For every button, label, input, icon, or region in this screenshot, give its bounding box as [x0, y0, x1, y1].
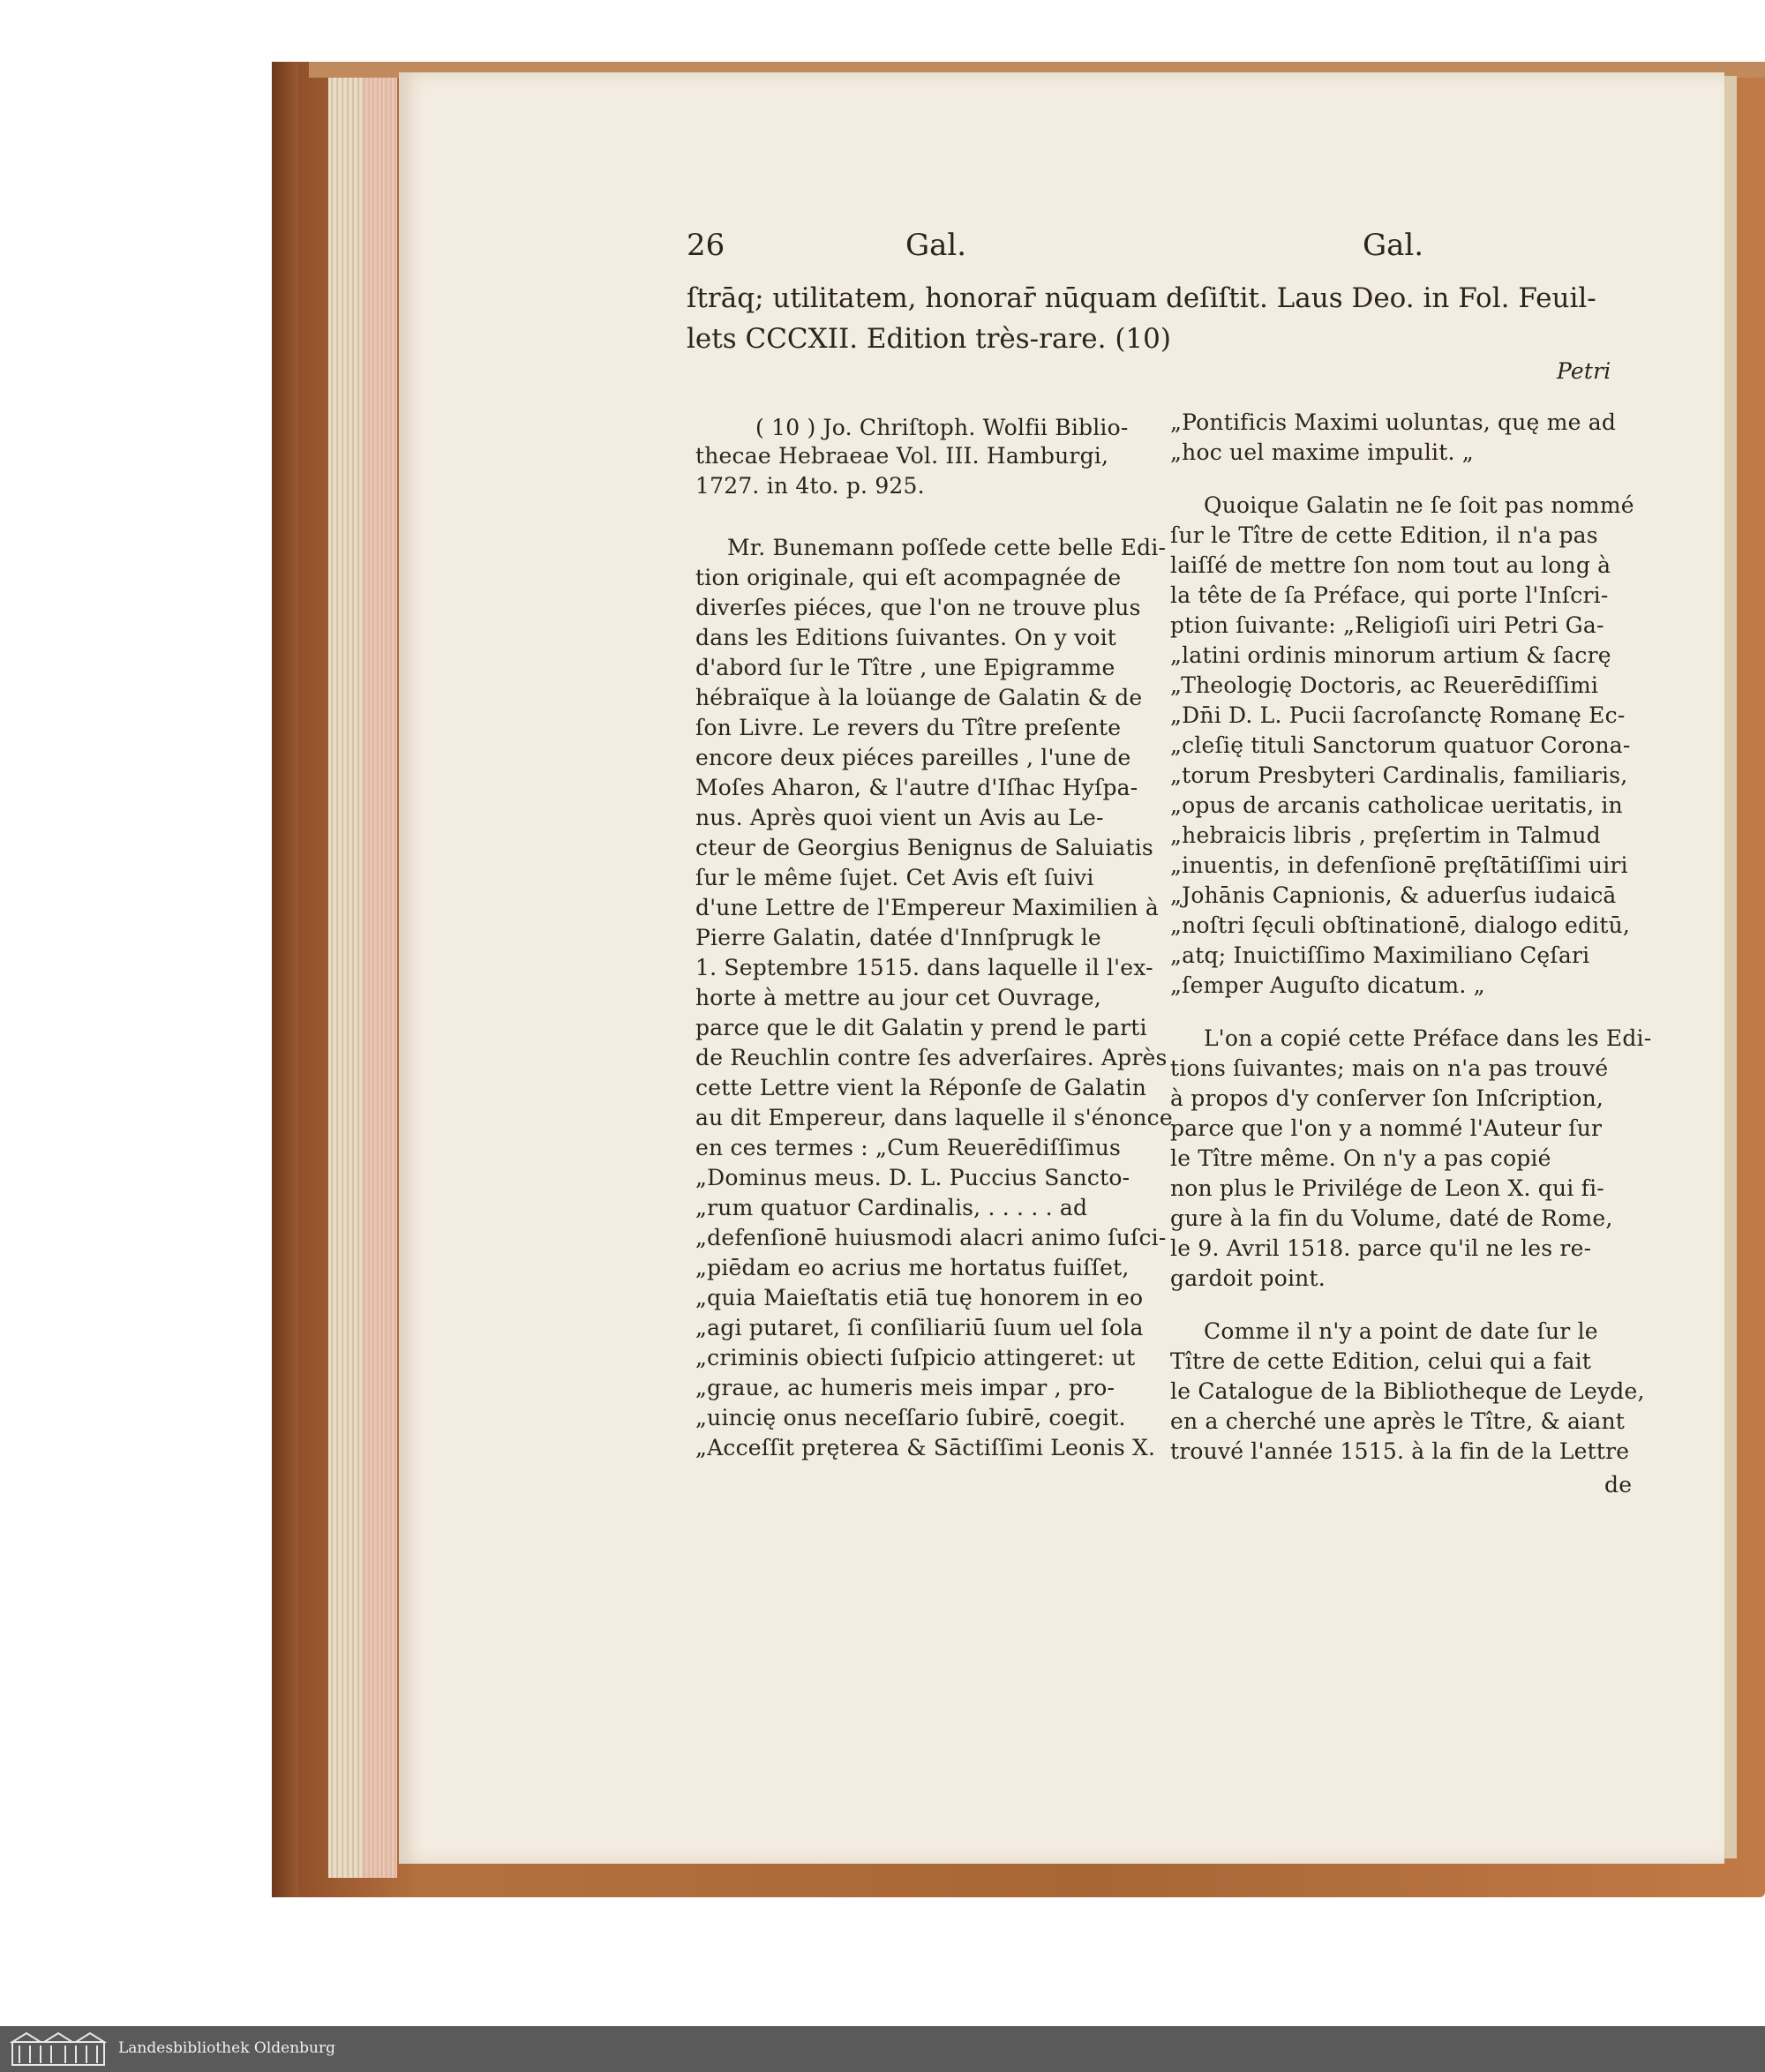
- library-name: Landesbibliothek Oldenburg: [118, 2039, 336, 2057]
- top-line-1: ſtrāq; utilitatem, honorar̄ nūquam deſiſtit. Laus Deo. in Fol. Feuil-: [687, 282, 1596, 314]
- right-running-head: Gal.: [1363, 228, 1424, 263]
- text-line: d'abord ſur le Tître , une Epigramme: [695, 655, 1115, 680]
- catchword-de: de: [1604, 1472, 1633, 1498]
- text-line: horte à mettre au jour cet Ouvrage,: [695, 985, 1101, 1010]
- text-line: Pierre Galatin, datée d'Innſprugk le: [695, 925, 1101, 950]
- text-line: „Pontificis Maximi uoluntas, quę me ad: [1170, 409, 1617, 435]
- text-line: en ces termes : „Cum Reuerēdiſſimus: [695, 1135, 1122, 1160]
- text-line: de Reuchlin contre ſes adverſaires. Après: [695, 1045, 1168, 1070]
- text-line: „hoc uel maxime impulit. „: [1170, 439, 1474, 465]
- text-line: cette Lettre vient la Réponſe de Galatin: [695, 1075, 1147, 1100]
- text-line: „hebraicis libris , pręſertim in Talmud: [1170, 822, 1601, 848]
- text-line: „Dominus meus. D. L. Puccius Sancto-: [695, 1165, 1130, 1190]
- text-line: „uincię onus neceſſario ſubirē, coegit.: [695, 1405, 1126, 1430]
- text-line: „inuentis, in defenſionē pręſtātiſſimi uiri: [1170, 852, 1628, 878]
- text-line: „quia Maieſtatis etiā tuę honorem in eo: [695, 1285, 1144, 1310]
- text-line: Mr. Bunemann poſſede cette belle Edi-: [727, 535, 1167, 560]
- text-line: non plus le Privilége de Leon X. qui fi-: [1170, 1175, 1604, 1201]
- text-line: d'une Lettre de l'Empereur Maximilien à: [695, 895, 1159, 920]
- text-line: le Catalogue de la Bibliotheque de Leyde,: [1170, 1378, 1645, 1404]
- text-line: ption ſuivante: „Religioſi uiri Petri Ga-: [1170, 612, 1604, 638]
- text-line: „noſtri ſęculi obſtinationē, dialogo editū,: [1170, 912, 1631, 938]
- library-building-icon: [9, 2030, 108, 2068]
- text-line: parce que l'on y a nommé l'Auteur ſur: [1170, 1115, 1603, 1141]
- text-line: Moſes Aharon, & l'autre d'Iſhac Hyſpa-: [695, 775, 1138, 800]
- text-line: le 9. Avril 1518. parce qu'il ne les re-: [1170, 1235, 1592, 1261]
- text-line: „Theologię Doctoris, ac Reuerēdiſſimi: [1170, 672, 1599, 698]
- text-line: Tître de cette Edition, celui qui a fait: [1170, 1348, 1592, 1374]
- footnote-line: 1727. in 4to. p. 925.: [695, 473, 925, 499]
- text-line: ſon Livre. Le revers du Tître preſente: [695, 715, 1122, 740]
- text-line: „Johānis Capnionis, & aduerſus iudaicā: [1170, 882, 1617, 908]
- text-line: „latini ordinis minorum artium & ſacrę: [1170, 642, 1611, 668]
- text-line: cteur de Georgius Benignus de Saluiatis: [695, 835, 1153, 860]
- top-line-2: lets CCCXII. Edition très-rare. (10): [687, 323, 1171, 355]
- text-line: 1. Septembre 1515. dans laquelle il l'ex-: [695, 955, 1153, 980]
- text-line: hébraïque à la loüange de Galatin & de: [695, 685, 1143, 710]
- text-line: encore deux piéces pareilles , l'une de: [695, 745, 1131, 770]
- text-line: „torum Presbyteri Cardinalis, familiaris,: [1170, 762, 1628, 788]
- text-line: dans les Editions ſuivantes. On y voit: [695, 625, 1117, 650]
- text-line: ſur le Tître de cette Edition, il n'a pas: [1170, 522, 1598, 548]
- footnote-line: ( 10 ) Jo. Chriſtoph. Wolfii Biblio-: [755, 415, 1129, 440]
- text-line: la tête de ſa Préface, qui porte l'Inſcri-: [1170, 582, 1609, 608]
- text-line: diverſes piéces, que l'on ne trouve plus: [695, 595, 1141, 620]
- text-line: „atq; Inuictiſſimo Maximiliano Cęſari: [1170, 942, 1590, 968]
- text-line: „piēdam eo acrius me hortatus fuiſſet,: [695, 1255, 1130, 1280]
- text-line: „defenſionē huiusmodi alacri animo ſuſci-: [695, 1225, 1167, 1250]
- book-spine-edge: [272, 62, 298, 1897]
- text-line: Comme il n'y a point de date ſur le: [1204, 1318, 1598, 1344]
- page-edges-red: [362, 78, 397, 1878]
- text-line: nus. Après quoi vient un Avis au Le-: [695, 805, 1104, 830]
- text-line: „opus de arcanis catholicae ueritatis, in: [1170, 792, 1623, 818]
- page-number: 26: [687, 228, 725, 263]
- catchword-petri: Petri: [1557, 358, 1611, 384]
- text-line: „cleſię tituli Sanctorum quatuor Corona-: [1170, 732, 1631, 758]
- text-line: à propos d'y conſerver ſon Inſcription,: [1170, 1085, 1604, 1111]
- text-line: „criminis obiecti ſuſpicio attingeret: ut: [695, 1345, 1136, 1370]
- text-line: tion originale, qui eſt acompagnée de: [695, 565, 1122, 590]
- text-line: „agi putaret, ſi conſiliariū ſuum uel ſola: [695, 1315, 1144, 1340]
- text-line: laiſſé de mettre ſon nom tout au long à: [1170, 552, 1611, 578]
- text-line: trouvé l'année 1515. à la fin de la Lettre: [1170, 1438, 1630, 1464]
- text-line: tions ſuivantes; mais on n'a pas trouvé: [1170, 1055, 1609, 1081]
- text-line: le Tître même. On n'y a pas copié: [1170, 1145, 1551, 1171]
- text-line: Quoique Galatin ne ſe ſoit pas nommé: [1204, 492, 1634, 518]
- page-right-edge: [1724, 76, 1737, 1858]
- text-line: „Acceſſit pręterea & Sāctiſſimi Leonis X.: [695, 1435, 1156, 1460]
- text-line: „Dn̄i D. L. Pucii ſacroſanctę Romanę Ec-: [1170, 702, 1626, 728]
- text-line: parce que le dit Galatin y prend le parti: [695, 1015, 1147, 1040]
- text-line: ſur le même ſujet. Cet Avis eſt ſuivi: [695, 865, 1094, 890]
- text-line: en a cherché une après le Tître, & aiant: [1170, 1408, 1626, 1434]
- text-line: „ſemper Auguſto dicatum. „: [1170, 972, 1485, 998]
- text-line: gure à la fin du Volume, daté de Rome,: [1170, 1205, 1613, 1231]
- left-running-head: Gal.: [905, 228, 967, 263]
- text-line: au dit Empereur, dans laquelle il s'énonce: [695, 1105, 1173, 1130]
- footnote-line: thecae Hebraeae Vol. III. Hamburgi,: [695, 443, 1109, 469]
- text-line: L'on a copié cette Préface dans les Edi-: [1204, 1025, 1652, 1051]
- text-line: gardoit point.: [1170, 1265, 1326, 1291]
- text-line: „rum quatuor Cardinalis, . . . . . ad: [695, 1195, 1088, 1220]
- text-line: „graue, ac humeris meis impar , pro-: [695, 1375, 1115, 1400]
